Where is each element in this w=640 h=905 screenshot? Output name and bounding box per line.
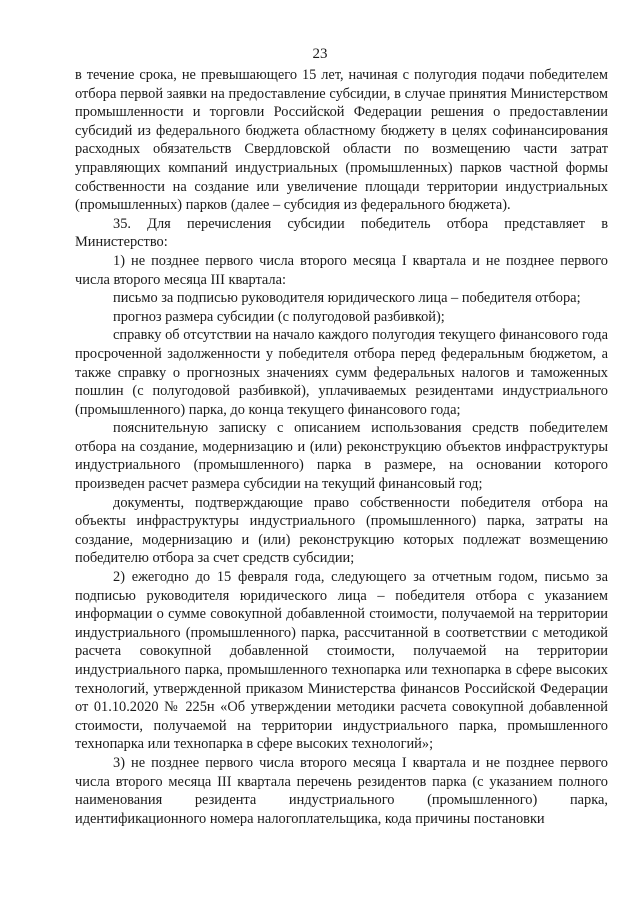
paragraph: пояснительную записку с описанием использования средств победителем отбора на создание, модернизацию и (или) реконструкцию объектов инфраструктуры индустриального (промышленного) парка в размере, на основании которого произведен расчет размера субсидии на текущий финансовый год; bbox=[75, 420, 608, 493]
paragraph: 1) не позднее первого числа второго месяца I квартала и не позднее первого числа второго месяца III квартала: bbox=[75, 252, 608, 288]
paragraph: справку об отсутствии на начало каждого полугодия текущего финансового года просроченной задолженности у победителя отбора перед федеральным бюджетом, а также справку о прогнозных значениях сумм федеральных налогов и таможенных пошлин (с полугодовой разбивкой), уплачиваемых резидентами индустриального (промышленного) парка, до конца текущего финансового года; bbox=[75, 327, 608, 418]
paragraph: 2) ежегодно до 15 февраля года, следующего за отчетным годом, письмо за подписью руководителя юридического лица – победителя отбора с указанием информации о сумме совокупной добавленной стоимости, получаемой на территории индустриального (промышленного) парка, рассчитанной в соответствии с методикой расчета совокупной добавленной стоимости, получаемой на территории индустриального парка, промышленного технопарка или технопарка в сфере высоких технологий, утвержденной приказом Министерства финансов Российской Федерации от 01.10.2020 № 225н «Об утверждении методики расчета совокупной добавленной стоимости, получаемой на территории индустриального парка, промышленного технопарка или технопарка в сфере высоких технологий»; bbox=[75, 569, 608, 753]
paragraph: прогноз размера субсидии (с полугодовой разбивкой); bbox=[113, 308, 445, 325]
document-body bbox=[75, 66, 608, 828]
page-number: 23 bbox=[312, 46, 328, 62]
paragraph: 35. Для перечисления субсидии победитель отбора представляет в Министерство: bbox=[75, 215, 608, 251]
paragraph: письмо за подписью руководителя юридического лица – победителя отбора; bbox=[113, 290, 581, 307]
paragraph: 3) не позднее первого числа второго месяца I квартала и не позднее первого числа второго месяца III квартала перечень резидентов парка (с указанием полного наименования резидента индустриального (промышленного) парка, идентификационного номера налогоплательщика, кода причины постановки bbox=[75, 754, 608, 827]
paragraph: документы, подтверждающие право собственности победителя отбора на объекты инфраструктуры индустриального (промышленного) парка, затраты на создание, модернизацию и (или) реконструкцию которых подлежат возмещению победителю отбора за счет средств субсидии; bbox=[75, 494, 608, 567]
paragraph: в течение срока, не превышающего 15 лет, начиная с полугодия подачи победителем отбора первой заявки на предоставление субсидии, в случае принятия Министерством промышленности и торговли Российской Федерации решения о предоставлении субсидий из федерального бюджета областному бюджету в целях софинансирования расходных обязательств Свердловской области по возмещению части затрат управляющих компаний индустриальных (промышленных) парков частной формы собственности на создание или увеличение площади территории индустриальных (промышленных) парков (далее – субсидия из федерального бюджета). bbox=[75, 67, 608, 214]
